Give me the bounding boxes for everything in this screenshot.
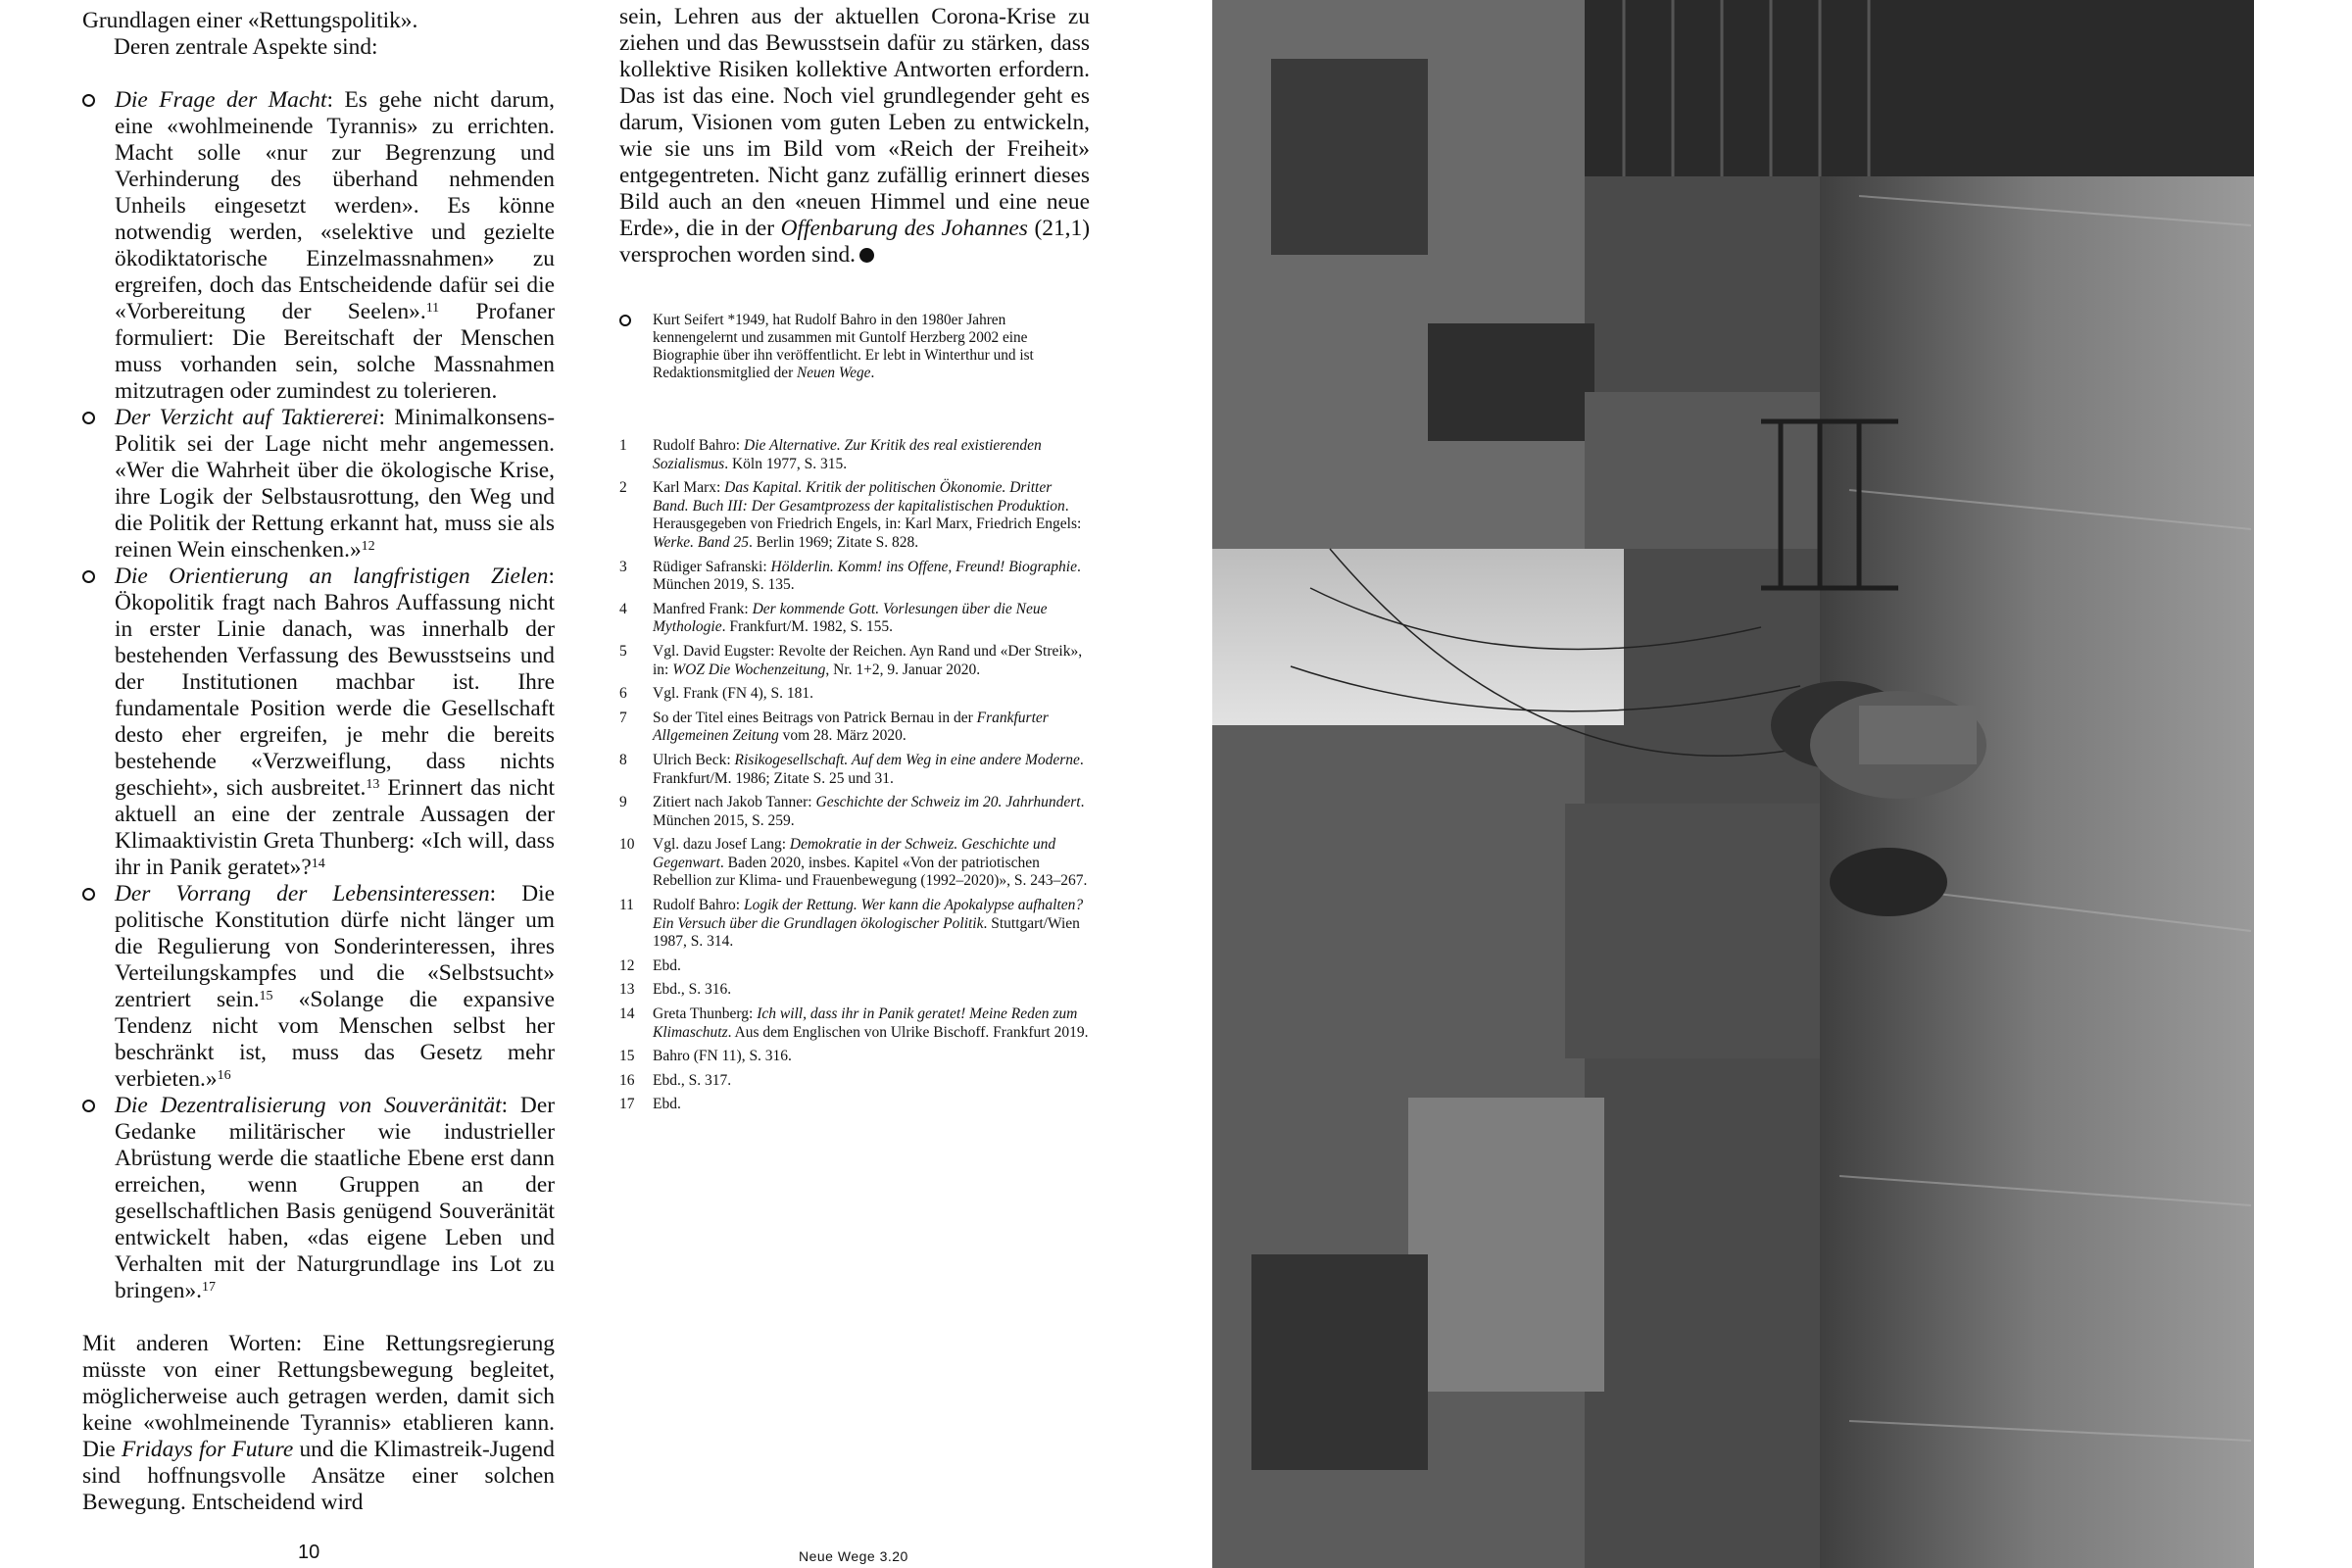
bullet-item-souveraenitaet bbox=[82, 1093, 555, 1304]
footnote-item bbox=[619, 643, 1090, 679]
footnote-text: . Aus dem Englischen von Ulrike Bischoff. Frankfurt 2019. bbox=[727, 1023, 1089, 1041]
footnote-item bbox=[619, 437, 1090, 473]
bullet-text: : Der Gedanke militärischer wie industrieller Abrüstung werde die staatliche Ebene erst dann erreichen, wenn Gruppen an der gesellschaftlichen Basis genügend Souveränität entwickelt haben, «das eigene Leben und Verhalten mit der Naturgrundlage ins Lot zu bringen». bbox=[115, 1093, 555, 1303]
footnote-text: vom 28. März 2020. bbox=[778, 727, 906, 745]
main-text-column bbox=[82, 8, 555, 1516]
footnote-item bbox=[619, 559, 1090, 595]
footnote-item bbox=[619, 601, 1090, 637]
footnote-text: . Herausgegeben von Friedrich Engels, in: Karl Marx, Friedrich Engels: bbox=[653, 497, 1082, 533]
footnote-number: 16 bbox=[619, 1071, 635, 1089]
footnote-text: . München 2015, S. 259. bbox=[653, 794, 1085, 829]
spacer bbox=[82, 61, 555, 87]
body-italic: Offenbarung des Johannes bbox=[780, 216, 1028, 241]
bullet-title: Der Vorrang der Lebensinteressen bbox=[115, 881, 490, 906]
bullet-title: Die Orientierung an langfristigen Zielen bbox=[115, 564, 549, 589]
end-of-article-icon bbox=[859, 248, 874, 263]
footnote-text: Rudolf Bahro: bbox=[653, 897, 744, 914]
footnote-number: 10 bbox=[619, 836, 635, 854]
bullet-item-macht bbox=[82, 87, 555, 405]
footnote-number: 9 bbox=[619, 794, 627, 811]
footnote-item bbox=[619, 981, 1090, 1000]
circle-bullet-icon bbox=[82, 94, 95, 107]
closing-italic: Fridays for Future bbox=[121, 1437, 294, 1462]
footnote-title: Ich will, dass ihr in Panik geratet! Meine Reden zum Klimaschutz bbox=[653, 1005, 1078, 1041]
footnote-text: . Frankfurt/M. 1982, S. 155. bbox=[721, 618, 893, 636]
author-note bbox=[619, 312, 1090, 382]
footnote-title: Werke. Band 25 bbox=[653, 533, 750, 551]
footnote-number: 6 bbox=[619, 685, 627, 703]
footnote-text: Manfred Frank: bbox=[653, 600, 753, 617]
footnote-ref[interactable]: 12 bbox=[361, 539, 375, 554]
footnote-number: 12 bbox=[619, 956, 635, 974]
footnote-title: WOZ Die Wochenzeitung bbox=[672, 661, 826, 678]
body-text: (21,1) versprochen worden sind. bbox=[619, 216, 1090, 268]
footnote-text: . Köln 1977, S. 315. bbox=[724, 455, 848, 472]
footnote-title: Risikogesellschaft. Auf dem Weg in eine andere Moderne bbox=[734, 751, 1080, 768]
footnote-title: Der kommende Gott. Vorlesungen über die Neue Mythologie bbox=[653, 600, 1048, 636]
footnote-ref[interactable]: 13 bbox=[366, 777, 380, 792]
footnote-item bbox=[619, 1048, 1090, 1066]
footnote-ref[interactable]: 17 bbox=[202, 1280, 216, 1295]
footnote-number: 8 bbox=[619, 751, 627, 768]
footnote-number: 2 bbox=[619, 479, 627, 497]
intro-line-2: Deren zentrale Aspekte sind: bbox=[114, 34, 378, 60]
footnote-text: Vgl. Frank (FN 4), S. 181. bbox=[653, 685, 814, 703]
closing-paragraph bbox=[82, 1331, 555, 1516]
bullet-item-lebensinteressen bbox=[82, 881, 555, 1093]
bullet-text: : Minimalkonsens-Politik sei der Lage nicht mehr angemessen. «Wer die Wahrheit über die ökologische Krise, ihre Logik der Selbstausrottung, den Weg und die Politik der Rettung erkannt hat, muss sie als reinen Wein einschenken.» bbox=[115, 405, 555, 563]
bullet-item-taktiererei bbox=[82, 405, 555, 564]
footnote-item bbox=[619, 897, 1090, 952]
footnote-text: Ebd., S. 316. bbox=[653, 981, 732, 999]
footnote-ref[interactable]: 15 bbox=[259, 989, 273, 1004]
footnote-text: Rüdiger Safranski: bbox=[653, 558, 771, 575]
footnote-text: . Berlin 1969; Zitate S. 828. bbox=[749, 533, 919, 551]
footnote-text: . Stuttgart/Wien 1987, S. 314. bbox=[653, 914, 1080, 951]
footnote-item bbox=[619, 1005, 1090, 1042]
footnote-text: , Nr. 1+2, 9. Januar 2020. bbox=[825, 661, 981, 678]
journal-issue: Neue Wege 3.20 bbox=[799, 1548, 908, 1564]
bullet-text: : Ökopolitik fragt nach Bahros Auffassung nicht in erster Linie danach, was innerhalb der bestehenden Verfassung des Bewusstseins und der Institutionen machbar ist. Ihre fundamentale Position werde die Gesellschaft desto eher ergreifen, je mehr die bereits bestehende «Verzweiflung, dass nichts geschieht», sich ausbreitet. bbox=[115, 564, 555, 801]
footnote-item bbox=[619, 1096, 1090, 1114]
bullet-text: : Die politische Konstitution dürfe nicht länger um die Regulierung von Sonderinteressen, ihres Verteilungskampfes und die «Selbstsucht» zentriert sein. bbox=[115, 881, 555, 1012]
body-text: sein, Lehren aus der aktuellen Corona-Krise zu ziehen und das Bewusstsein dafür zu stärken, dass kollektive Risiken kollektive Antworten erfordern. Das ist das eine. Noch viel grundlegender geht es darum, Visionen vom guten Leben zu entwickeln, wie sie uns im Bild vom «Reich der Freiheit» entgegentreten. Nicht ganz zufällig erinnert dieses Bild auch an den «neuen Himmel und eine neue Erde», die in der bbox=[619, 4, 1090, 241]
footnote-number: 1 bbox=[619, 437, 627, 454]
footnote-text: Ebd. bbox=[653, 956, 681, 974]
footnote-item bbox=[619, 710, 1090, 746]
footnote-item bbox=[619, 752, 1090, 788]
closing-text: Mit anderen Worten: Eine Rettungsregierung müsste von einer Rettungsbewegung begleitet, möglicherweise auch getragen werden, damit sich keine «wohlmeinende Tyrannis» etablieren kann. Die bbox=[82, 1331, 555, 1462]
bullet-text: «Solange die expansive Tendenz nicht vom Menschen selbst her beschränkt ist, muss das Gesetz mehr verbieten.» bbox=[115, 987, 555, 1092]
footnote-number: 14 bbox=[619, 1005, 635, 1023]
footnote-text: Greta Thunberg: bbox=[653, 1005, 758, 1023]
footnote-item bbox=[619, 685, 1090, 704]
page-number: 10 bbox=[298, 1542, 320, 1563]
intro-line: Grundlagen einer «Rettungspolitik». bbox=[82, 8, 418, 33]
footnote-number: 7 bbox=[619, 709, 627, 726]
footnote-text: Zitiert nach Jakob Tanner: bbox=[653, 794, 816, 811]
footnote-title: Logik der Rettung. Wer kann die Apokalypse aufhalten? Ein Versuch über die Grundlagen ökologischer Politik bbox=[653, 897, 1084, 932]
footnote-title: Das Kapital. Kritik der politischen Ökonomie. Dritter Band. Buch III: Der Gesamtprozess der kapitalistischen Produktion bbox=[653, 479, 1065, 514]
circle-bullet-icon bbox=[82, 412, 95, 424]
footnote-number: 11 bbox=[619, 897, 634, 914]
footnote-item bbox=[619, 957, 1090, 976]
author-bio-text: Kurt Seifert *1949, hat Rudolf Bahro in den 1980er Jahren kennengelernt und zusammen mit Guntolf Herzberg 2002 eine Biographie über ihn veröffentlicht. Er lebt in Winterthur und ist Redaktionsmitglied der bbox=[653, 312, 1034, 381]
author-bio-italic: Neuen Wege bbox=[797, 365, 871, 381]
bullet-title: Die Dezentralisierung von Souveränität bbox=[115, 1093, 502, 1118]
footnote-text: Bahro (FN 11), S. 316. bbox=[653, 1048, 792, 1065]
footnote-text: . Frankfurt/M. 1986; Zitate S. 25 und 31. bbox=[653, 751, 1084, 787]
footnote-item bbox=[619, 1072, 1090, 1091]
circle-bullet-icon bbox=[82, 1100, 95, 1112]
footnote-text: Rudolf Bahro: bbox=[653, 437, 744, 454]
footnote-text: Vgl. David Eugster: Revolte der Reichen. Ayn Rand und «Der Streik», in: bbox=[653, 642, 1083, 678]
photo-illustration bbox=[1212, 0, 2254, 1568]
footnote-title: Hölderlin. Komm! ins Offene, Freund! Biographie bbox=[770, 558, 1077, 575]
footnote-ref[interactable]: 14 bbox=[311, 857, 325, 871]
bullet-text: Erinnert das nicht aktuell an eine der zentrale Aussagen der Klimaaktivistin Greta Thunberg: «Ich will, dass ihr in Panik geratet»? bbox=[115, 775, 555, 880]
footnote-number: 17 bbox=[619, 1096, 635, 1113]
footnote-ref[interactable]: 16 bbox=[217, 1068, 231, 1083]
footnote-text: So der Titel eines Beitrags von Patrick Bernau in der bbox=[653, 709, 977, 726]
footnote-text: . München 2019, S. 135. bbox=[653, 558, 1081, 594]
footnote-title: Frankfurter Allgemeinen Zeitung bbox=[653, 709, 1049, 745]
bullet-item-ziele bbox=[82, 564, 555, 881]
footnotes-list bbox=[619, 437, 1090, 1120]
footnote-number: 4 bbox=[619, 600, 627, 617]
circle-bullet-icon bbox=[82, 888, 95, 901]
flooded-street-photo bbox=[1212, 0, 2254, 1568]
circle-bullet-icon bbox=[619, 315, 631, 326]
footnote-text: Karl Marx: bbox=[653, 479, 725, 497]
footnote-ref[interactable]: 11 bbox=[425, 301, 440, 316]
footnote-number: 3 bbox=[619, 558, 627, 575]
footnote-text: Vgl. dazu Josef Lang: bbox=[653, 836, 790, 854]
footnote-title: Demokratie in der Schweiz. Geschichte und Gegenwart bbox=[653, 836, 1056, 871]
spacer bbox=[82, 1304, 555, 1331]
author-bio-end: . bbox=[870, 365, 875, 381]
bullet-text: Profaner formuliert: Die Bereitschaft der Menschen muss vorhanden sein, solche Massnahmen mitzutragen oder zumindest zu tolerieren. bbox=[115, 299, 555, 404]
footnote-title: Die Alternative. Zur Kritik des real existierenden Sozialismus bbox=[653, 437, 1042, 472]
footnote-item bbox=[619, 479, 1090, 552]
footnote-item bbox=[619, 794, 1090, 830]
footnote-text: . Baden 2020, insbes. Kapitel «Von der patriotischen Rebellion zur Klima- und Frauenbewegung (1992–2020)», S. 243–267. bbox=[653, 854, 1088, 890]
circle-bullet-icon bbox=[82, 570, 95, 583]
closing-text: und die Klimastreik-Jugend sind hoffnungsvolle Ansätze einer solchen Bewegung. Entscheidend wird bbox=[82, 1437, 555, 1515]
footnote-number: 5 bbox=[619, 642, 627, 660]
author-bio bbox=[619, 312, 1090, 382]
footnote-number: 15 bbox=[619, 1048, 635, 1065]
second-text-column bbox=[619, 4, 1090, 269]
footnote-number: 13 bbox=[619, 981, 635, 999]
footnote-text: Ebd., S. 317. bbox=[653, 1071, 732, 1089]
footnote-title: Geschichte der Schweiz im 20. Jahrhundert bbox=[815, 794, 1081, 811]
bullet-text: : Es gehe nicht darum, eine «wohlmeinende Tyrannis» zu errichten. Macht solle «nur zur Begrenzung und Verhinderung des überhand nehmenden Unheils eingesetzt werden». Es könne notwendig werden, «selektive und gezielte ökodiktatorische Einzelmassnahmen» zu ergreifen, doch das Entscheidende dafür sei die «Vorbereitung der Seelen». bbox=[115, 87, 555, 324]
footnote-text: Ulrich Beck: bbox=[653, 751, 735, 768]
footnote-item bbox=[619, 836, 1090, 891]
bullet-title: Der Verzicht auf Taktiererei bbox=[115, 405, 379, 430]
footnote-text: Ebd. bbox=[653, 1096, 681, 1113]
bullet-title: Die Frage der Macht bbox=[115, 87, 327, 113]
